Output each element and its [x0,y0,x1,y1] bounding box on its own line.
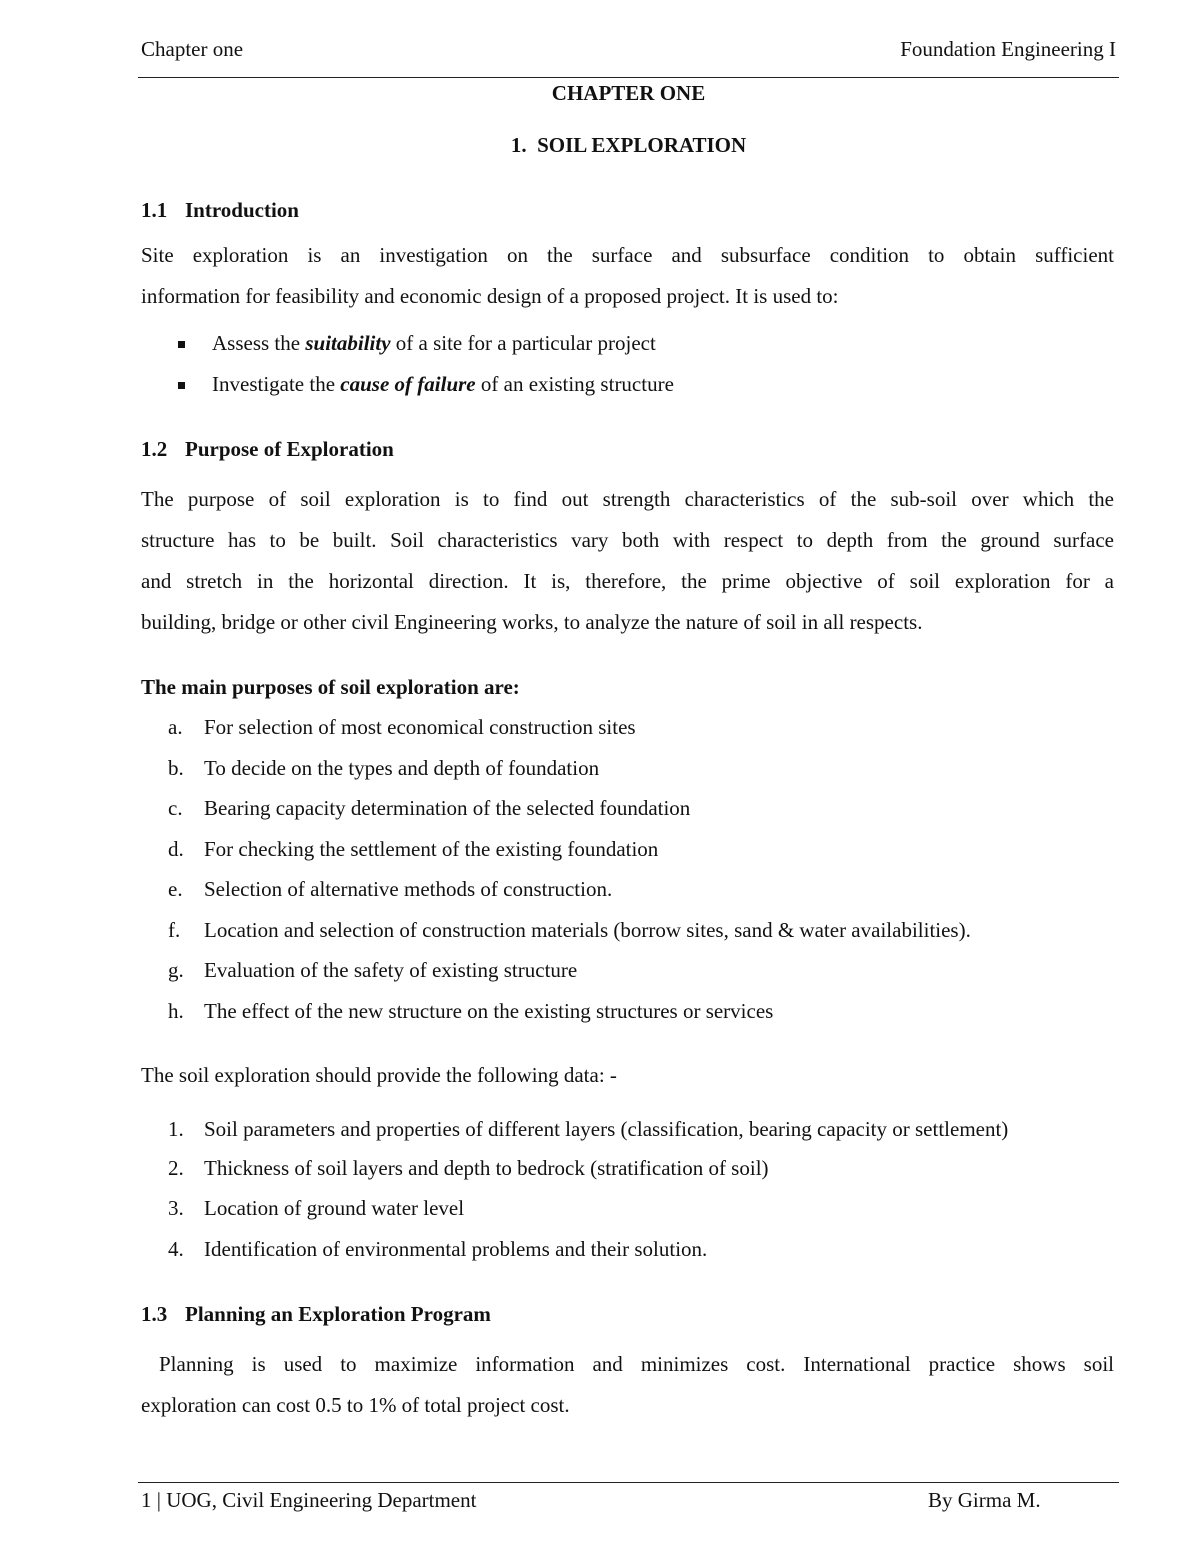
list-item: g. Evaluation of the safety of existing structure [168,958,578,982]
heading-number: 1.2 [141,437,168,461]
chapter-title: CHAPTER ONE [551,81,706,105]
section-title-text: SOIL EXPLORATION [537,133,747,157]
header-right: Foundation Engineering I [900,37,1116,61]
paragraph-line: building, bridge or other civil Engineering works, to analyze the nature of soil in all respects. [141,610,923,634]
list-item: 3. Location of ground water level [168,1196,465,1220]
list-item: 1. Soil parameters and properties of different layers (classification, bearing capacity or settlement) [168,1117,1009,1141]
heading-text: Purpose of Exploration [185,437,394,461]
footer-rule [138,1482,1119,1483]
heading-number: 1.3 [141,1302,168,1326]
planning-paragraph [141,1344,1114,1426]
header-left: Chapter one [141,37,244,61]
data-intro: The soil exploration should provide the following data: - [141,1063,617,1087]
heading-number: 1.1 [141,198,168,222]
header-rule [138,77,1119,78]
square-bullet-icon [178,341,185,348]
square-bullet-icon [178,382,185,389]
paragraph-line: Planning is used to maximize information and minimizes cost. International practice shows soil [141,1352,1114,1376]
list-item: b. To decide on the types and depth of foundation [168,756,600,780]
heading-1-3 [141,1302,491,1327]
list-item: 4. Identification of environmental problems and their solution. [168,1237,708,1261]
bullet-item: Investigate the cause of failure of an existing structure [212,372,674,397]
paragraph-line: and stretch in the horizontal direction. It is, therefore, the prime objective of soil exploration for a [141,569,1114,593]
purpose-paragraph [141,479,1114,643]
footer-left: 1 | UOG, Civil Engineering Department [141,1488,477,1512]
paragraph-line: Site exploration is an investigation on the surface and subsurface condition to obtain sufficient [141,243,1114,267]
heading-1-1 [141,198,299,223]
emphasis: suitability [305,331,391,355]
list-item: 2. Thickness of soil layers and depth to bedrock (stratification of soil) [168,1156,769,1180]
heading-1-2 [141,437,394,462]
list-item: e. Selection of alternative methods of construction. [168,877,613,901]
main-purposes-heading: The main purposes of soil exploration are: [141,675,520,699]
footer-right: By Girma M. [928,1488,1041,1512]
paragraph-line: The purpose of soil exploration is to find out strength characteristics of the sub-soil over which the [141,487,1114,511]
list-item: c. Bearing capacity determination of the selected foundation [168,796,691,820]
paragraph-line: structure has to be built. Soil characteristics vary both with respect to depth from the ground surface [141,528,1114,552]
emphasis: cause of failure [340,372,476,396]
heading-text: Planning an Exploration Program [185,1302,491,1326]
list-item: f. Location and selection of construction materials (borrow sites, sand & water availabilities). [168,918,971,942]
paragraph-line: information for feasibility and economic design of a proposed project. It is used to: [141,284,839,308]
paragraph-line: exploration can cost 0.5 to 1% of total project cost. [141,1393,570,1417]
list-item: a. For selection of most economical construction sites [168,715,636,739]
section-title [138,133,1119,158]
heading-text: Introduction [185,198,299,222]
intro-paragraph [141,235,1114,317]
list-item: h. The effect of the new structure on the existing structures or services [168,999,774,1023]
bullet-item: Assess the suitability of a site for a particular project [212,331,656,356]
section-number: 1. [510,133,527,157]
list-item: d. For checking the settlement of the existing foundation [168,837,659,861]
